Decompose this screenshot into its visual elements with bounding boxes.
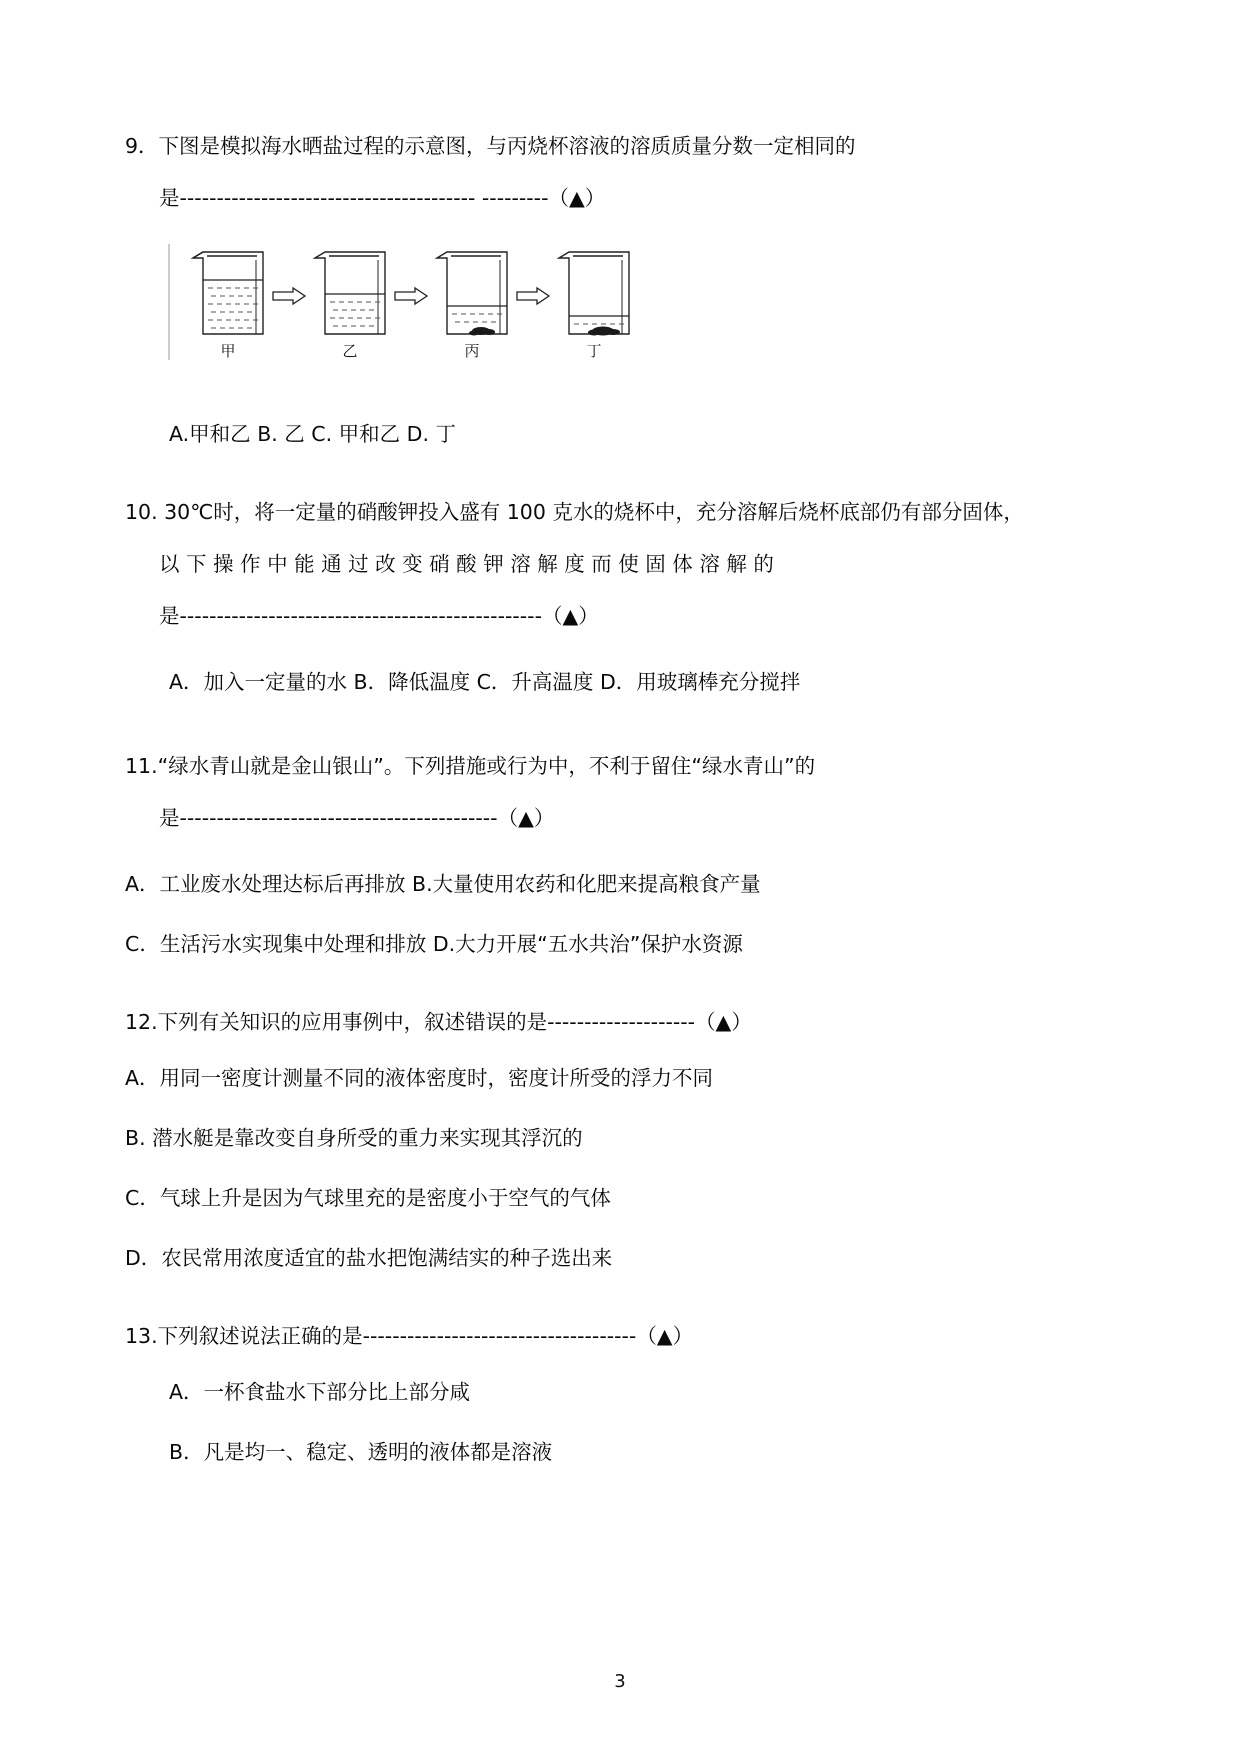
beaker-diagram-svg bbox=[163, 238, 683, 366]
question-10-answer-blank: （▲） bbox=[541, 604, 599, 628]
question-10-stem-line-1: 10. 30℃时，将一定量的硝酸钾投入盛有 100 克水的烧杯中，充分溶解后烧杯底部仍有部分固体， bbox=[125, 500, 1024, 524]
question-10-options: A．加入一定量的水 B．降低温度 C．升高温度 D．用玻璃棒充分搅拌 bbox=[169, 670, 801, 694]
page-number: 3 bbox=[614, 1671, 626, 1692]
question-12-option-d: D．农民常用浓度适宜的盐水把饱满结实的种子选出来 bbox=[125, 1246, 613, 1270]
question-11-stem-line-1: 11.“绿水青山就是金山银山”。下列措施或行为中，不利于留住“绿水青山”的 bbox=[125, 754, 816, 778]
question-9 bbox=[125, 120, 1122, 464]
question-11-option-c: C．生活污水实现集中处理和排放 D.大力开展“五水共治”保护水资源 bbox=[125, 932, 743, 956]
question-11-leader-dots: ------------------------------------------- bbox=[179, 806, 498, 830]
question-12-stem-prefix: 12.下列有关知识的应用事例中，叙述错误的是 bbox=[125, 1010, 548, 1034]
question-13-option-a: A．一杯食盐水下部分比上部分咸 bbox=[169, 1380, 471, 1404]
question-13 bbox=[125, 1310, 1122, 1482]
question-10-leader-dots: ------------------------------------------------- bbox=[179, 604, 542, 628]
question-9-stem-prefix: 是 bbox=[159, 186, 180, 210]
question-9-stem-line-2 bbox=[125, 172, 1122, 224]
question-12-leader-dots: -------------------- bbox=[547, 1010, 696, 1034]
question-12-option-a: A．用同一密度计测量不同的液体密度时，密度计所受的浮力不同 bbox=[125, 1066, 714, 1090]
question-11-answer-blank: （▲） bbox=[497, 806, 555, 830]
question-12 bbox=[125, 996, 1122, 1288]
beaker-ding-crystals bbox=[588, 327, 620, 336]
beaker-bing bbox=[437, 252, 507, 334]
question-11-stem-line-2 bbox=[125, 792, 1122, 844]
question-13-leader-dots: ------------------------------------- bbox=[362, 1324, 637, 1348]
arrow-1 bbox=[273, 288, 305, 304]
question-10-stem-line-2 bbox=[125, 538, 1122, 590]
question-12-stem bbox=[125, 996, 1122, 1048]
question-9-answer-blank: （▲） bbox=[548, 186, 606, 210]
beaker-label-jia: 甲 bbox=[220, 342, 236, 360]
beaker-label-ding: 丁 bbox=[586, 342, 602, 360]
question-13-answer-blank: （▲） bbox=[636, 1324, 694, 1348]
beaker-yi-liquid bbox=[330, 302, 380, 326]
sea-salt-evaporation-figure bbox=[163, 238, 683, 366]
question-10-stem-line-3 bbox=[125, 590, 1122, 642]
beaker-bing-liquid bbox=[452, 314, 502, 322]
question-11 bbox=[125, 740, 1122, 974]
question-9-leader-dots: ---------------------------------------- --------- bbox=[179, 186, 549, 210]
question-9-options: A.甲和乙 B. 乙 C. 甲和乙 D. 丁 bbox=[169, 422, 456, 446]
beaker-label-bing: 丙 bbox=[464, 342, 480, 360]
beaker-label-yi: 乙 bbox=[342, 342, 358, 360]
question-10-stem-line-2-text: 以 下 操 作 中 能 通 过 改 变 硝 酸 钾 溶 解 度 而 使 固 体 溶 解 的 bbox=[159, 552, 774, 576]
beaker-ding bbox=[559, 252, 629, 334]
question-10 bbox=[125, 486, 1122, 712]
question-13-stem bbox=[125, 1310, 1122, 1362]
question-12-answer-blank: （▲） bbox=[695, 1010, 752, 1034]
beaker-jia-liquid bbox=[208, 288, 258, 328]
question-12-option-c: C．气球上升是因为气球里充的是密度小于空气的气体 bbox=[125, 1186, 611, 1210]
question-11-option-a: A．工业废水处理达标后再排放 B.大量使用农药和化肥来提高粮食产量 bbox=[125, 872, 761, 896]
question-10-stem-prefix: 是 bbox=[159, 604, 180, 628]
question-9-stem-line-1: 9．下图是模拟海水晒盐过程的示意图，与丙烧杯溶液的溶质质量分数一定相同的 bbox=[125, 134, 856, 158]
beaker-yi bbox=[315, 252, 385, 334]
arrow-3 bbox=[517, 288, 549, 304]
question-13-option-b: B．凡是均一、稳定、透明的液体都是溶液 bbox=[169, 1440, 553, 1464]
question-13-stem-prefix: 13.下列叙述说法正确的是 bbox=[125, 1324, 363, 1348]
arrow-2 bbox=[395, 288, 427, 304]
beaker-jia bbox=[193, 252, 263, 334]
question-12-option-b: B. 潜水艇是靠改变自身所受的重力来实现其浮沉的 bbox=[125, 1126, 583, 1150]
beaker-bing-crystals bbox=[469, 327, 495, 336]
question-11-stem-prefix: 是 bbox=[159, 806, 180, 830]
